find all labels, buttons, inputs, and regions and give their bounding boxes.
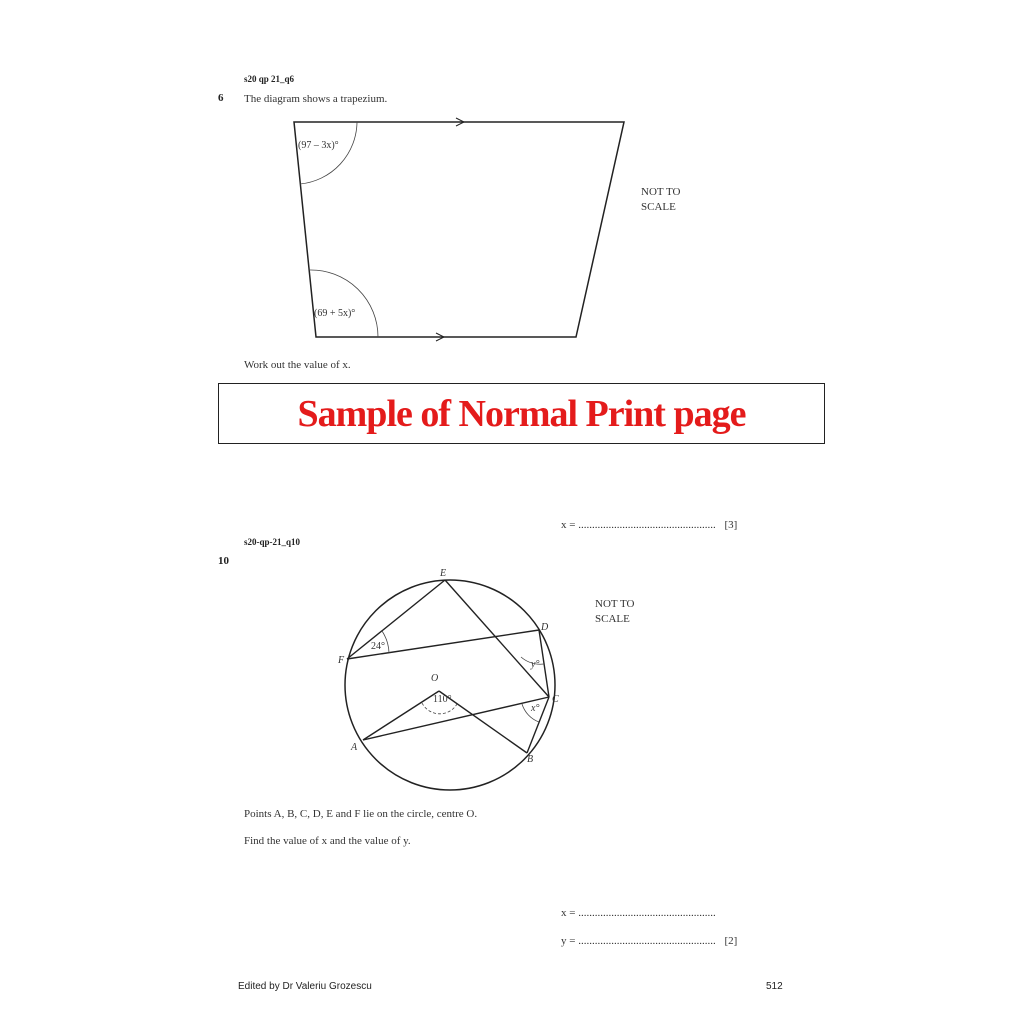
question-instruction: Work out the value of x.	[244, 359, 351, 371]
answer-label: y =	[561, 935, 576, 947]
sample-banner-text: Sample of Normal Print page	[297, 392, 746, 435]
circle	[345, 580, 555, 790]
answer-label: x =	[561, 907, 576, 919]
angle-label-bottom: (69 + 5x)°	[314, 308, 356, 319]
trapezium-diagram	[280, 112, 640, 348]
answer-blank: ..................................................	[578, 907, 716, 919]
circle-diagram	[330, 565, 570, 795]
point-label-D: D	[541, 622, 549, 633]
not-to-scale-line-2: SCALE	[641, 201, 676, 213]
answer-label: x =	[561, 519, 576, 531]
sample-banner	[218, 383, 825, 444]
angle-arc-top	[300, 122, 357, 184]
point-label-B: B	[527, 754, 534, 765]
question-statement: Points A, B, C, D, E and F lie on the circle, centre O.	[244, 808, 478, 820]
marks-label: [3]	[724, 519, 738, 531]
footer-editor: Edited by Dr Valeriu Grozescu	[238, 981, 372, 992]
not-to-scale-line-1: NOT TO	[595, 598, 635, 610]
angle-label-top: (97 – 3x)°	[298, 140, 339, 151]
point-label-A: A	[351, 742, 358, 753]
angle-label-x: x°	[531, 703, 540, 714]
question-reference: s20 qp 21_q6	[244, 74, 295, 84]
point-label-O: O	[431, 673, 439, 684]
angle-arc-bottom	[309, 270, 378, 337]
question-number: 10	[218, 555, 229, 567]
not-to-scale-note	[595, 597, 634, 627]
angle-label-y: y°	[531, 659, 540, 670]
angle-label-110: 110°	[433, 694, 452, 705]
not-to-scale-line-1: NOT TO	[641, 186, 681, 198]
not-to-scale-line-2: SCALE	[595, 613, 630, 625]
question-instruction: Find the value of x and the value of y.	[244, 835, 411, 847]
chord-FE	[347, 580, 445, 659]
point-label-C: C	[552, 694, 559, 705]
question-reference: s20-qp-21_q10	[244, 537, 301, 547]
radius-OA	[363, 691, 439, 740]
radius-OB	[439, 691, 527, 753]
answer-line-x	[561, 907, 716, 919]
chord-EC	[445, 580, 549, 697]
point-label-F: F	[338, 655, 345, 666]
angle-label-24: 24°	[371, 641, 385, 652]
marks-label: [2]	[724, 935, 738, 947]
answer-line-x	[561, 519, 737, 531]
trapezium-shape	[294, 122, 624, 337]
answer-line-y	[561, 935, 737, 947]
answer-blank: ..................................................	[578, 519, 716, 531]
answer-blank: ..................................................	[578, 935, 716, 947]
question-stem: The diagram shows a trapezium.	[244, 93, 388, 105]
page-number: 512	[766, 981, 783, 992]
not-to-scale-note	[641, 185, 680, 215]
point-label-E: E	[440, 568, 447, 579]
question-number: 6	[218, 92, 224, 104]
